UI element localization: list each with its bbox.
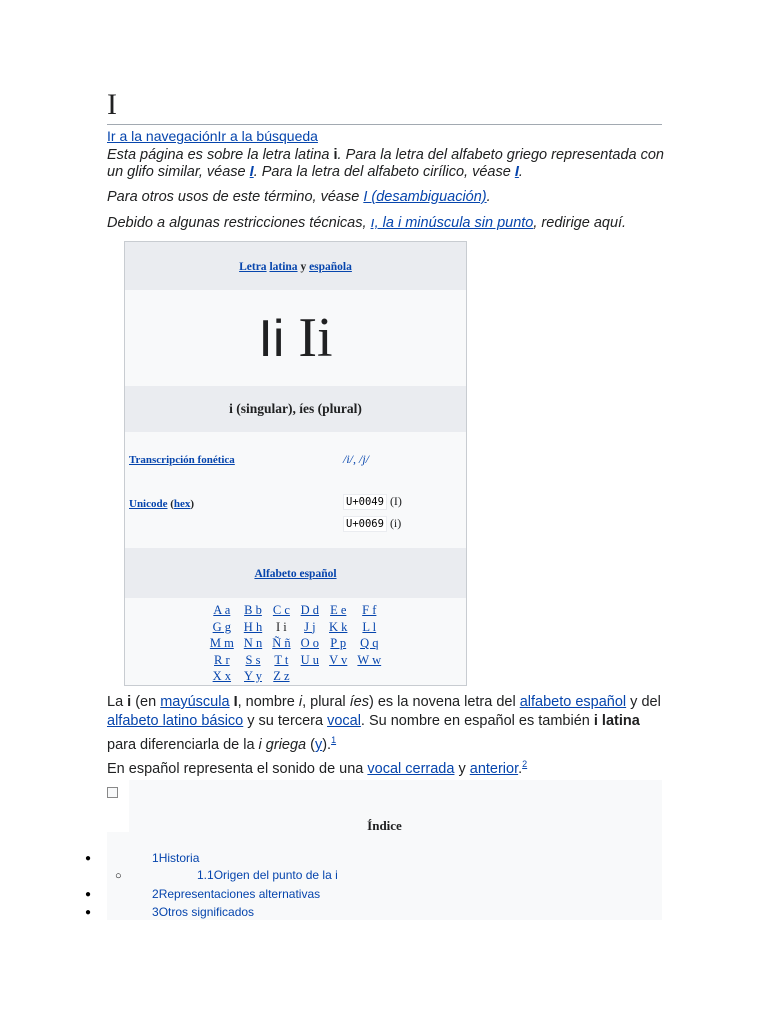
italic-text: i [298,694,303,710]
letter-link[interactable]: A a [213,603,231,617]
text: La [107,694,128,710]
alphabet-row [205,668,386,685]
letter-infobox [124,241,467,686]
letter-link[interactable]: P p [330,636,347,650]
page-title: I [107,86,662,125]
hatnote-disambiguation [107,147,667,181]
toc-item-origen[interactable] [197,868,338,882]
hatnote-text: . [518,164,523,180]
alphabet-row [205,619,386,636]
alphabet-row [205,602,386,619]
alfabeto-espanol-link[interactable]: alfabeto español [519,694,627,710]
letter-link[interactable]: D d [300,603,320,617]
letter-link[interactable]: F f [362,603,377,617]
alphabet-header [125,548,466,598]
text: (en [131,694,161,710]
spanish-alphabet-link[interactable]: Alfabeto español [254,568,337,580]
letter-link[interactable]: J j [304,619,316,634]
hatnote-other-uses [107,189,667,206]
letter-link[interactable]: B b [244,603,262,617]
letter-link[interactable]: C c [272,603,290,617]
text: y su tercera [243,713,328,729]
circle-bullet-icon: ○ [115,870,122,882]
unicode-lower [343,516,401,531]
bullet-icon: ● [85,889,92,900]
hatnote-text: Debido a algunas restricciones técnicas, [107,215,371,231]
toc-title: Índice [367,818,402,833]
anterior-link[interactable]: anterior [469,760,519,777]
jump-links-text[interactable]: Ir a la navegaciónIr a la búsqueda [107,128,318,144]
dotless-i-link[interactable]: ı, la i minúscula sin punto [370,215,534,231]
letter-name: i (singular), íes (plural) [125,386,466,432]
toc-item-representaciones[interactable] [152,887,320,901]
hatnote-text: . Para la letra del alfabeto griego representada con un glifo similar, véase [107,147,664,180]
letter-link[interactable]: G g [212,619,232,634]
vocal-link[interactable]: vocal [327,713,361,729]
unicode-row [125,492,466,548]
toc-text: Representaciones alternativas [158,887,321,901]
letter-link[interactable]: M m [209,636,234,650]
toc-item-historia[interactable] [152,851,199,865]
letter-link[interactable]: N n [243,636,263,650]
toc-text: Origen del punto de la i [213,868,338,882]
letter-link[interactable]: Q q [360,636,379,650]
vocal-cerrada-link[interactable]: vocal cerrada [367,760,455,777]
unicode-lower-char: (i) [386,516,402,530]
letter-link[interactable]: Z z [273,669,290,683]
second-paragraph [107,755,667,779]
latina-link[interactable]: latina [269,261,298,273]
toc-toggle-checkbox[interactable] [107,787,118,798]
hatnote-redirect [107,215,667,232]
letter-link[interactable]: O o [300,636,320,650]
letter-link[interactable]: R r [214,652,230,667]
hex-link[interactable]: hex [173,498,191,510]
mayuscula-link[interactable]: mayúscula [160,694,230,710]
disambiguation-link[interactable]: I (desambiguación) [363,189,487,205]
phonetic-value[interactable]: /i/, /j/ [343,452,370,466]
phonetic-row [125,432,466,492]
bold-text: i [127,694,132,710]
text: . Su nombre en español es también [360,713,594,729]
toc-number: 1.1 [197,868,214,882]
alphabet-table [205,602,386,685]
reference-link[interactable]: 1 [331,735,337,745]
text: ) es la novena letra del [368,694,520,710]
letter-link[interactable]: X x [212,669,232,683]
letter-link[interactable]: W w [357,652,382,667]
intro-paragraph [107,693,667,755]
letter-link[interactable]: Y y [244,669,262,683]
text: . [518,760,523,777]
letter-link[interactable]: S s [245,652,261,667]
letter-link[interactable]: T t [274,652,289,667]
letter-link[interactable]: Ñ ñ [272,636,291,650]
alphabet-row [205,635,386,652]
hatnote-text: . [486,189,491,205]
reference-link[interactable]: 2 [522,759,528,769]
toc-number: 3 [152,905,159,919]
toc-number: 2 [152,887,159,901]
bullet-icon: ● [85,907,92,918]
alphabet-grid [125,598,466,684]
glyph-sans: Ii [258,310,285,368]
text: y [454,760,470,777]
letter-glyph [125,290,466,386]
text: , plural [302,694,350,710]
letter-link[interactable]: L l [362,619,377,634]
unicode-label: Unicode (hex) [129,498,195,510]
greek-iota-link[interactable]: Ι [249,164,254,180]
espanola-link[interactable]: española [309,261,352,273]
letter-link[interactable]: K k [329,619,348,634]
unicode-upper [343,494,402,509]
hatnote-text: Para otros usos de este término, véase [107,189,364,205]
unicode-lower-code: U+0069 [343,516,387,532]
text: , nombre [237,694,299,710]
jump-links[interactable] [107,127,318,145]
unicode-link[interactable]: Unicode [129,498,168,510]
hatnote-text: . Para la letra del alfabeto cirílico, véase [253,164,515,180]
letra-link[interactable]: Letra [239,261,267,273]
unicode-upper-char: (I) [386,494,402,508]
letter-link[interactable]: H h [243,619,263,634]
toc-item-otros[interactable] [152,905,254,919]
letter-link[interactable]: V v [329,652,348,667]
cyrillic-i-link[interactable]: І [514,164,519,180]
alphabet-row [205,652,386,669]
alfabeto-latino-link[interactable]: alfabeto latino básico [107,713,244,729]
italic-text: i griega [258,736,307,753]
hatnote-text: Esta página es sobre la letra latina [107,147,334,163]
letter-link[interactable]: U u [300,652,320,667]
bullet-icon: ● [85,853,92,864]
hatnote-text: , redirige aquí. [533,215,627,231]
text: y del [626,694,661,710]
bold-text: i latina [593,713,640,729]
text: ). [322,736,332,753]
y-link[interactable]: y [314,736,323,753]
glyph-serif: Ii [298,307,333,369]
text: En español representa el sonido de una [107,760,368,777]
infobox-header [125,242,466,290]
infobox-header-and: y [297,261,310,273]
phonetic-transcription-link[interactable]: Transcripción fonética [129,454,235,466]
toc-number: 1 [152,851,159,865]
letter-link[interactable]: E e [330,603,347,617]
hatnote-bold: i [333,147,338,163]
text: para diferenciarla de la [107,736,259,753]
text: ( [306,736,315,753]
toc-text: Historia [158,851,200,865]
italic-text: íes [349,694,369,710]
toc-text: Otros significados [158,905,255,919]
current-letter: I i [276,619,287,634]
bold-text: I [233,694,238,710]
unicode-upper-code: U+0049 [343,494,387,510]
